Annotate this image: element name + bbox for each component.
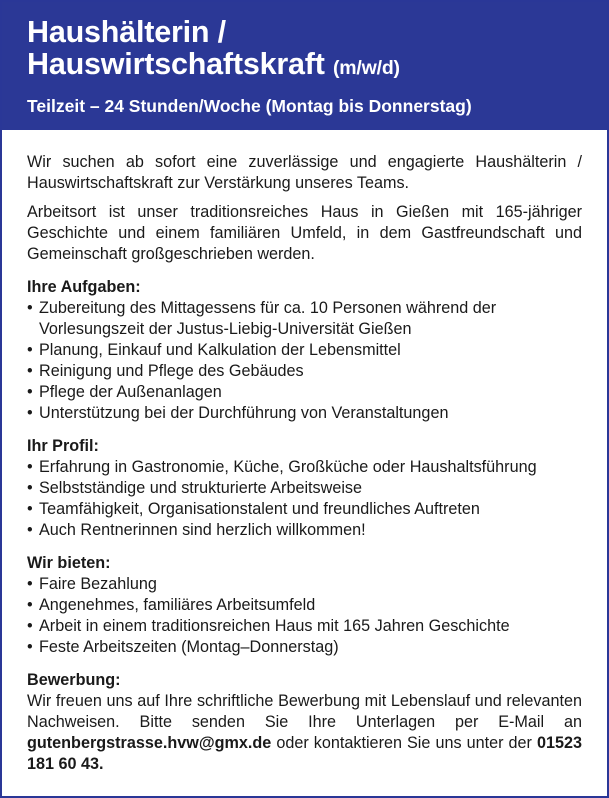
profile-list: [27, 457, 582, 541]
job-title: [27, 16, 582, 84]
tasks-heading: Ihre Aufgaben:: [27, 278, 141, 296]
list-item: • Erfahrung in Gastronomie, Küche, Großküche oder Haushaltsführung: [27, 457, 582, 478]
offer-heading: Wir bieten:: [27, 554, 111, 572]
application-text-middle: oder kontaktieren Sie uns unter der: [271, 734, 537, 752]
list-item: • Angenehmes, familiäres Arbeitsumfeld: [27, 595, 582, 616]
application-text: [27, 691, 582, 775]
list-item: • Pflege der Außenanlagen: [27, 382, 582, 403]
intro-paragraph-1: Wir suchen ab sofort eine zuverlässige und engagierte Haushälterin / Hauswirtschaftskraft zur Verstärkung unseres Teams.: [27, 153, 582, 192]
list-item: • Teamfähigkeit, Organisationstalent und freundliches Auftreten: [27, 499, 582, 520]
contact-email: gutenbergstrasse.hvw@gmx.de: [27, 734, 272, 752]
list-item: • Selbstständige und strukturierte Arbeitsweise: [27, 478, 582, 499]
header-banner: [2, 2, 607, 130]
application-text-start: Wir freuen uns auf Ihre schriftliche Bewerbung mit Lebenslauf und relevanten Nachweisen. Bitte senden Sie Ihre Unterlagen per E-Mail an: [27, 692, 582, 731]
job-title-line2: Hauswirtschaftskraft: [27, 47, 325, 81]
tasks-list: [27, 298, 582, 424]
application-heading: Bewerbung:: [27, 671, 121, 689]
job-subtitle: Teilzeit – 24 Stunden/Woche (Montag bis Donnerstag): [27, 96, 472, 116]
application-text-end: .: [99, 755, 104, 773]
profile-heading: Ihr Profil:: [27, 437, 99, 455]
list-item: • Zubereitung des Mittagessens für ca. 10 Personen während der Vorlesungszeit der Justus-Liebig-Universität Gießen: [27, 298, 582, 340]
offer-list: [27, 574, 582, 658]
job-title-suffix: (m/w/d): [333, 57, 400, 79]
list-item: • Reinigung und Pflege des Gebäudes: [27, 361, 582, 382]
list-item: • Arbeit in einem traditionsreichen Haus mit 165 Jahren Geschichte: [27, 616, 582, 637]
contact-phone: 01523 181 60 43: [27, 734, 582, 773]
list-item: • Auch Rentnerinnen sind herzlich willkommen!: [27, 520, 582, 541]
list-item: • Faire Bezahlung: [27, 574, 582, 595]
list-item: • Planung, Einkauf und Kalkulation der Lebensmittel: [27, 340, 582, 361]
list-item: • Unterstützung bei der Durchführung von Veranstaltungen: [27, 403, 582, 424]
job-title-line1: Haushälterin /: [27, 15, 226, 49]
intro-paragraph-2: Arbeitsort ist unser traditionsreiches Haus in Gießen mit 165-jähriger Geschichte und einem familiären Umfeld, in dem Gastfreundschaft und Gemeinschaft großgeschrieben werden.: [27, 203, 582, 263]
ad-body: [2, 130, 607, 775]
list-item: • Feste Arbeitszeiten (Montag–Donnerstag): [27, 637, 582, 658]
